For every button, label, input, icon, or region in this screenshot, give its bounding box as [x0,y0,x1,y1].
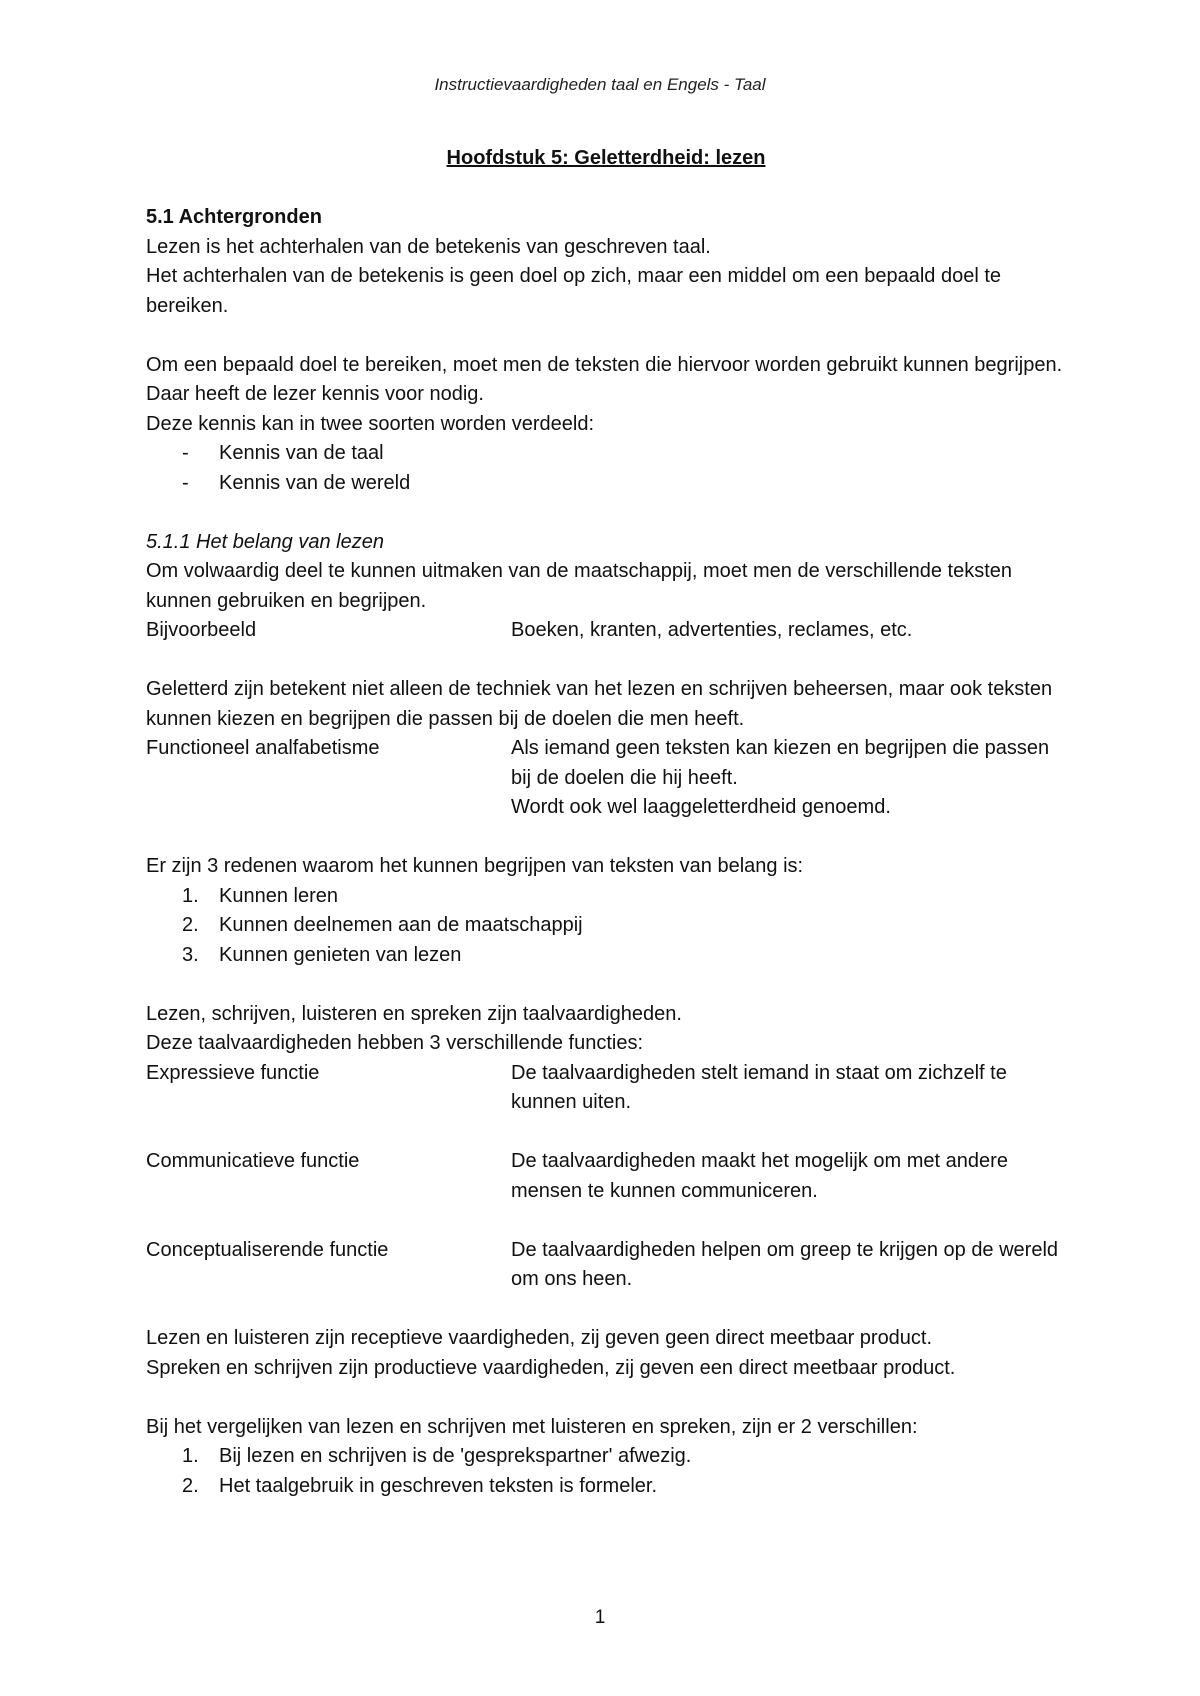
subsection-heading: 5.1.1 Het belang van lezen [146,530,384,553]
page-content [146,144,1066,1501]
list-item [146,882,1066,912]
paragraph: Lezen is het achterhalen van de betekenis van geschreven taal. [146,235,711,258]
list-item [146,911,1066,941]
function-row [146,1059,1066,1118]
paragraph: Om een bepaald doel te bereiken, moet men de teksten die hiervoor worden gebruikt kunnen begrijpen. Daar heeft de lezer kennis voor nodig. [146,353,1063,405]
definition-term: Communicatieve functie [146,1150,360,1172]
list-item [146,1442,1066,1472]
function-row [146,1236,1066,1295]
running-header: Instructievaardigheden taal en Engels - Taal [434,75,766,94]
definition-term: Expressieve functie [146,1061,320,1084]
list-item-text: Kennis van de taal [219,442,384,464]
list-item [146,469,1066,499]
definition-text: Boeken, kranten, advertenties, reclames, etc. [511,619,913,641]
definition-term: Functioneel analfabetisme [146,737,380,759]
page-number: 1 [594,1607,606,1628]
list-item-text: Kunnen deelnemen aan de maatschappij [219,914,583,936]
list-item-text: Het taalgebruik in geschreven teksten is formeler. [219,1474,657,1497]
paragraph: Spreken en schrijven zijn productieve vaardigheden, zij geven een direct meetbaar product. [146,1356,956,1379]
paragraph: Om volwaardig deel te kunnen uitmaken van de maatschappij, moet men de verschillende teksten kunnen gebruiken en begrijpen. [146,560,1013,612]
definition-text: De taalvaardigheden helpen om greep te krijgen op de wereld om ons heen. [511,1238,1059,1290]
list-item [146,439,1066,469]
list-marker: 3. [182,943,199,966]
definition-text: De taalvaardigheden stelt iemand in staat om zichzelf te kunnen uiten. [511,1061,1007,1113]
paragraph: Lezen, schrijven, luisteren en spreken zijn taalvaardigheden. [146,1002,682,1025]
function-row [146,1147,1066,1206]
list-marker: - [182,442,189,464]
list-item [146,1472,1066,1502]
definition-text [511,734,1066,823]
paragraph: Geletterd zijn betekent niet alleen de techniek van het lezen en schrijven beheersen, maar ook teksten kunnen kiezen en begrijpen die passen bij de doelen die men heeft. [146,678,1053,730]
definition-term: Bijvoorbeeld [146,619,257,641]
list-item [146,941,1066,971]
paragraph: Deze kennis kan in twee soorten worden verdeeld: [146,412,595,435]
list-marker: - [182,471,189,494]
section-heading: 5.1 Achtergronden [146,206,322,228]
reasons-list [146,882,1066,971]
definition-line: Wordt ook wel laaggeletterdheid genoemd. [511,796,891,818]
functional-illiteracy-row [146,734,1066,823]
example-row [146,616,1066,646]
list-item-text: Kunnen leren [219,884,338,907]
paragraph: Lezen en luisteren zijn receptieve vaardigheden, zij geven geen direct meetbaar product. [146,1327,933,1349]
paragraph: Deze taalvaardigheden hebben 3 verschillende functies: [146,1032,644,1054]
paragraph: Er zijn 3 redenen waarom het kunnen begrijpen van teksten van belang is: [146,855,804,877]
definition-term: Conceptualiserende functie [146,1238,389,1261]
list-marker: 2. [182,1474,199,1497]
list-item-text: Bij lezen en schrijven is de 'gesprekspartner' afwezig. [219,1445,692,1467]
paragraph: Het achterhalen van de betekenis is geen doel op zich, maar een middel om een bepaald doel te bereiken. [146,265,1002,317]
definition-line: Als iemand geen teksten kan kiezen en begrijpen die passen bij de doelen die hij heeft. [511,737,1050,789]
list-item-text: Kunnen genieten van lezen [219,943,462,966]
chapter-title: Hoofdstuk 5: Geletterdheid: lezen [446,147,766,169]
list-marker: 1. [182,1445,199,1467]
list-marker: 1. [182,884,199,907]
definition-text: De taalvaardigheden maakt het mogelijk om met andere mensen te kunnen communiceren. [511,1150,1008,1202]
paragraph: Bij het vergelijken van lezen en schrijven met luisteren en spreken, zijn er 2 verschillen: [146,1415,918,1438]
list-item-text: Kennis van de wereld [219,471,411,494]
list-marker: 2. [182,914,199,936]
differences-list [146,1442,1066,1501]
knowledge-list [146,439,1066,498]
